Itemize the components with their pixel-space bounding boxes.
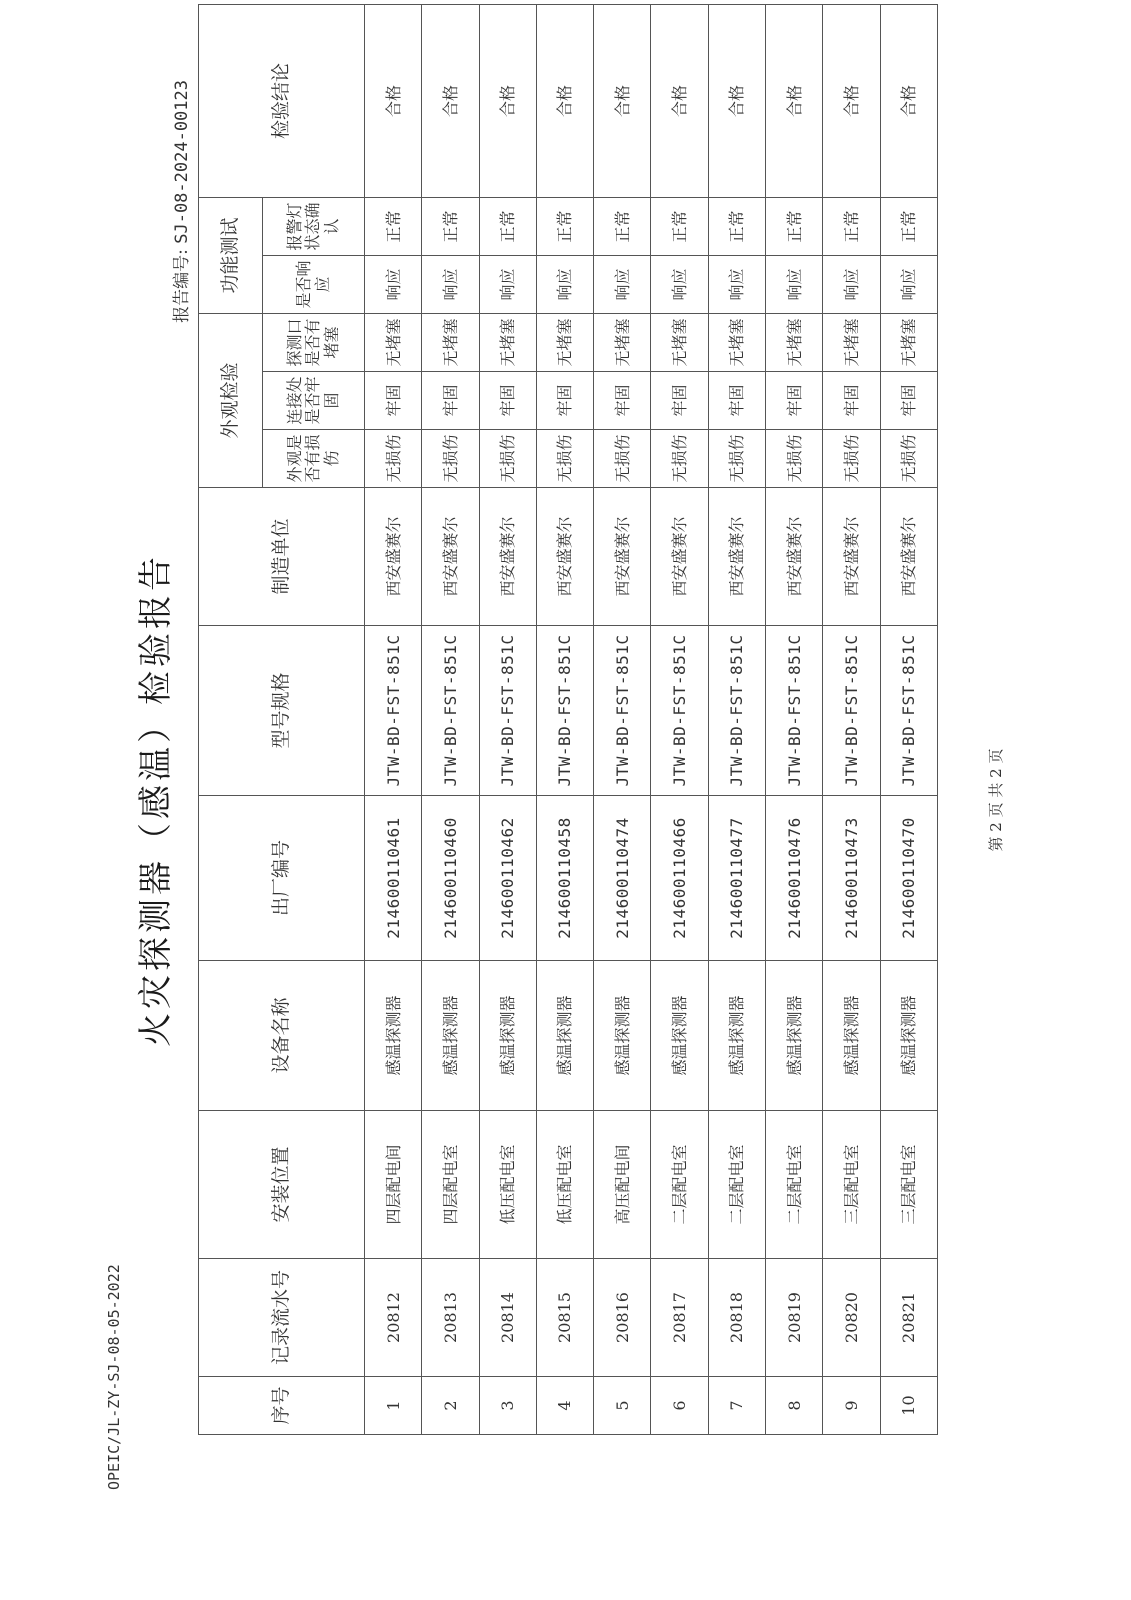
alarm-light-cell: 正常	[651, 197, 708, 255]
damage-cell: 无损伤	[823, 430, 880, 488]
manufacturer-cell: 西安盛赛尔	[536, 488, 593, 626]
blocked-cell: 无堵塞	[536, 314, 593, 372]
response-cell: 响应	[536, 256, 593, 314]
manufacturer-cell: 西安盛赛尔	[823, 488, 880, 626]
table-row	[365, 4, 422, 1434]
header-response: 是否响应	[263, 256, 365, 314]
blocked-cell: 无堵塞	[479, 314, 536, 372]
conclusion-cell: 合格	[651, 4, 708, 197]
table-row	[594, 4, 651, 1434]
conclusion-cell: 合格	[766, 4, 823, 197]
factory-no-cell: 214600110477	[708, 796, 765, 961]
location-cell: 四层配电室	[422, 1111, 479, 1259]
conclusion-cell: 合格	[536, 4, 593, 197]
location-cell: 三层配电室	[823, 1111, 880, 1259]
seq-cell: 1	[365, 1377, 422, 1435]
model-cell: JTW-BD-FST-851C	[708, 626, 765, 796]
device-name-cell: 感温探测器	[880, 961, 937, 1111]
table-row	[422, 4, 479, 1434]
seq-cell: 6	[651, 1377, 708, 1435]
header-device-name: 设备名称	[199, 961, 365, 1111]
alarm-light-cell: 正常	[365, 197, 422, 255]
header-function-group: 功能测试	[199, 197, 263, 313]
record-no-cell: 20819	[766, 1259, 823, 1377]
model-cell: JTW-BD-FST-851C	[422, 626, 479, 796]
record-no-cell: 20821	[880, 1259, 937, 1377]
conclusion-cell: 合格	[365, 4, 422, 197]
seq-cell: 8	[766, 1377, 823, 1435]
model-cell: JTW-BD-FST-851C	[594, 626, 651, 796]
damage-cell: 无损伤	[880, 430, 937, 488]
table-row	[708, 4, 765, 1434]
seq-cell: 9	[823, 1377, 880, 1435]
report-number	[167, 80, 192, 323]
device-name-cell: 感温探测器	[479, 961, 536, 1111]
device-name-cell: 感温探测器	[708, 961, 765, 1111]
factory-no-cell: 214600110470	[880, 796, 937, 961]
damage-cell: 无损伤	[479, 430, 536, 488]
response-cell: 响应	[823, 256, 880, 314]
record-no-cell: 20812	[365, 1259, 422, 1377]
device-name-cell: 感温探测器	[365, 961, 422, 1111]
form-code: OPEIC/JL-ZY-SJ-08-05-2022	[105, 1264, 123, 1490]
table-row	[823, 4, 880, 1434]
manufacturer-cell: 西安盛赛尔	[880, 488, 937, 626]
conclusion-cell: 合格	[823, 4, 880, 197]
table-row	[880, 4, 937, 1434]
firm-cell: 牢固	[823, 372, 880, 430]
blocked-cell: 无堵塞	[651, 314, 708, 372]
damage-cell: 无损伤	[708, 430, 765, 488]
header-manufacturer: 制造单位	[199, 488, 365, 626]
alarm-light-cell: 正常	[708, 197, 765, 255]
header-conclusion: 检验结论	[199, 4, 365, 197]
report-number-value: SJ-08-2024-00123	[172, 80, 192, 244]
factory-no-cell: 214600110458	[536, 796, 593, 961]
firm-cell: 牢固	[880, 372, 937, 430]
firm-cell: 牢固	[766, 372, 823, 430]
table-body	[365, 4, 938, 1434]
damage-cell: 无损伤	[536, 430, 593, 488]
model-cell: JTW-BD-FST-851C	[880, 626, 937, 796]
factory-no-cell: 214600110473	[823, 796, 880, 961]
model-cell: JTW-BD-FST-851C	[823, 626, 880, 796]
header-appearance-group: 外观检验	[199, 314, 263, 488]
alarm-light-cell: 正常	[766, 197, 823, 255]
seq-cell: 5	[594, 1377, 651, 1435]
record-no-cell: 20815	[536, 1259, 593, 1377]
inspection-table	[198, 4, 938, 1435]
record-no-cell: 20817	[651, 1259, 708, 1377]
manufacturer-cell: 西安盛赛尔	[651, 488, 708, 626]
firm-cell: 牢固	[536, 372, 593, 430]
record-no-cell: 20816	[594, 1259, 651, 1377]
alarm-light-cell: 正常	[422, 197, 479, 255]
record-no-cell: 20814	[479, 1259, 536, 1377]
firm-cell: 牢固	[594, 372, 651, 430]
manufacturer-cell: 西安盛赛尔	[594, 488, 651, 626]
blocked-cell: 无堵塞	[880, 314, 937, 372]
header-seq: 序号	[199, 1377, 365, 1435]
location-cell: 低压配电室	[479, 1111, 536, 1259]
conclusion-cell: 合格	[880, 4, 937, 197]
firm-cell: 牢固	[422, 372, 479, 430]
device-name-cell: 感温探测器	[594, 961, 651, 1111]
manufacturer-cell: 西安盛赛尔	[422, 488, 479, 626]
location-cell: 二层配电室	[651, 1111, 708, 1259]
model-cell: JTW-BD-FST-851C	[651, 626, 708, 796]
response-cell: 响应	[422, 256, 479, 314]
location-cell: 低压配电室	[536, 1111, 593, 1259]
firm-cell: 牢固	[708, 372, 765, 430]
manufacturer-cell: 西安盛赛尔	[365, 488, 422, 626]
response-cell: 响应	[594, 256, 651, 314]
damage-cell: 无损伤	[766, 430, 823, 488]
seq-cell: 2	[422, 1377, 479, 1435]
conclusion-cell: 合格	[708, 4, 765, 197]
table-row	[766, 4, 823, 1434]
seq-cell: 4	[536, 1377, 593, 1435]
location-cell: 四层配电间	[365, 1111, 422, 1259]
seq-cell: 7	[708, 1377, 765, 1435]
response-cell: 响应	[766, 256, 823, 314]
blocked-cell: 无堵塞	[823, 314, 880, 372]
blocked-cell: 无堵塞	[594, 314, 651, 372]
blocked-cell: 无堵塞	[422, 314, 479, 372]
blocked-cell: 无堵塞	[766, 314, 823, 372]
header-record-no: 记录流水号	[199, 1259, 365, 1377]
device-name-cell: 感温探测器	[766, 961, 823, 1111]
report-number-label: 报告编号:	[172, 249, 192, 323]
model-cell: JTW-BD-FST-851C	[365, 626, 422, 796]
manufacturer-cell: 西安盛赛尔	[708, 488, 765, 626]
damage-cell: 无损伤	[594, 430, 651, 488]
model-cell: JTW-BD-FST-851C	[766, 626, 823, 796]
response-cell: 响应	[651, 256, 708, 314]
conclusion-cell: 合格	[422, 4, 479, 197]
alarm-light-cell: 正常	[594, 197, 651, 255]
device-name-cell: 感温探测器	[422, 961, 479, 1111]
manufacturer-cell: 西安盛赛尔	[766, 488, 823, 626]
location-cell: 三层配电室	[880, 1111, 937, 1259]
factory-no-cell: 214600110476	[766, 796, 823, 961]
seq-cell: 10	[880, 1377, 937, 1435]
record-no-cell: 20813	[422, 1259, 479, 1377]
factory-no-cell: 214600110474	[594, 796, 651, 961]
damage-cell: 无损伤	[365, 430, 422, 488]
device-name-cell: 感温探测器	[651, 961, 708, 1111]
response-cell: 响应	[880, 256, 937, 314]
alarm-light-cell: 正常	[479, 197, 536, 255]
page-title: 火灾探测器（感温）检验报告	[136, 553, 176, 1047]
location-cell: 二层配电室	[708, 1111, 765, 1259]
header-factory-no: 出厂编号	[199, 796, 365, 961]
response-cell: 响应	[708, 256, 765, 314]
page-footer: 第 2 页 共 2 页	[987, 748, 1005, 852]
location-cell: 二层配电室	[766, 1111, 823, 1259]
blocked-cell: 无堵塞	[708, 314, 765, 372]
conclusion-cell: 合格	[479, 4, 536, 197]
firm-cell: 牢固	[479, 372, 536, 430]
device-name-cell: 感温探测器	[536, 961, 593, 1111]
table-row	[651, 4, 708, 1434]
response-cell: 响应	[479, 256, 536, 314]
table-row	[479, 4, 536, 1434]
header-model: 型号规格	[199, 626, 365, 796]
damage-cell: 无损伤	[651, 430, 708, 488]
header-alarm-light: 报警灯状态确认	[263, 197, 365, 255]
header-probe-blocked: 探测口是否有堵塞	[263, 314, 365, 372]
header-connection-firm: 连接处是否牢固	[263, 372, 365, 430]
alarm-light-cell: 正常	[823, 197, 880, 255]
firm-cell: 牢固	[651, 372, 708, 430]
seq-cell: 3	[479, 1377, 536, 1435]
alarm-light-cell: 正常	[880, 197, 937, 255]
table-row	[536, 4, 593, 1434]
factory-no-cell: 214600110466	[651, 796, 708, 961]
alarm-light-cell: 正常	[536, 197, 593, 255]
factory-no-cell: 214600110460	[422, 796, 479, 961]
damage-cell: 无损伤	[422, 430, 479, 488]
response-cell: 响应	[365, 256, 422, 314]
record-no-cell: 20818	[708, 1259, 765, 1377]
factory-no-cell: 214600110462	[479, 796, 536, 961]
model-cell: JTW-BD-FST-851C	[479, 626, 536, 796]
blocked-cell: 无堵塞	[365, 314, 422, 372]
firm-cell: 牢固	[365, 372, 422, 430]
header-appearance-damage: 外观是否有损伤	[263, 430, 365, 488]
conclusion-cell: 合格	[594, 4, 651, 197]
manufacturer-cell: 西安盛赛尔	[479, 488, 536, 626]
factory-no-cell: 214600110461	[365, 796, 422, 961]
header-location: 安装位置	[199, 1111, 365, 1259]
record-no-cell: 20820	[823, 1259, 880, 1377]
location-cell: 高压配电间	[594, 1111, 651, 1259]
device-name-cell: 感温探测器	[823, 961, 880, 1111]
model-cell: JTW-BD-FST-851C	[536, 626, 593, 796]
